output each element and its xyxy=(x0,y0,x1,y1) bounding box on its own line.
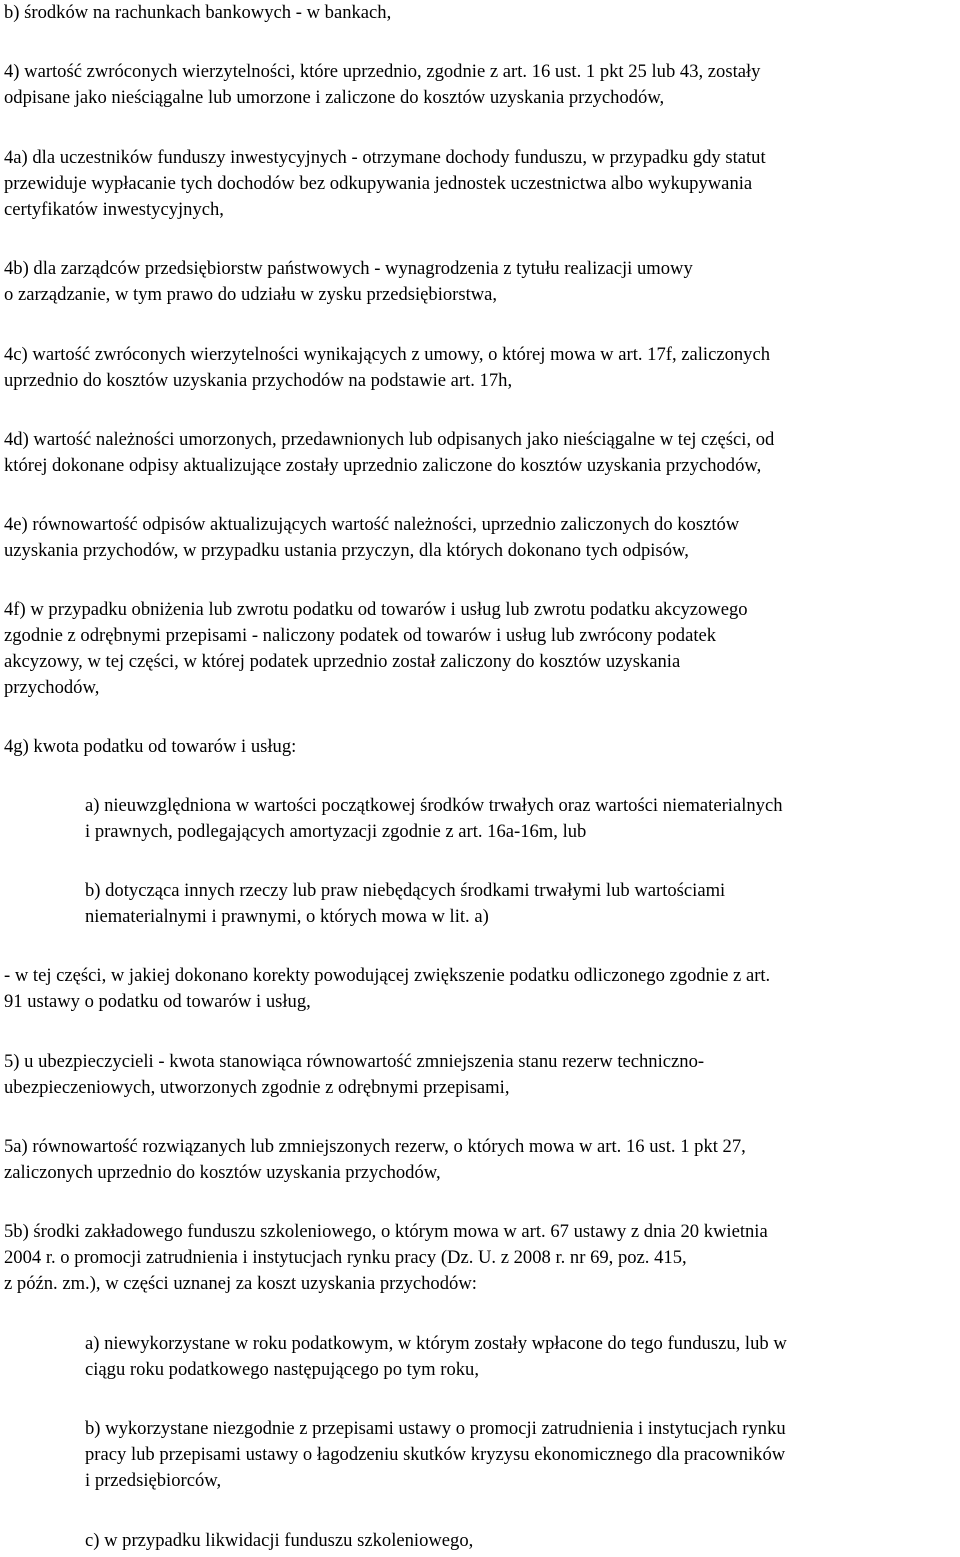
text-line: 2004 r. o promocji zatrudnienia i instytucjach rynku pracy (Dz. U. z 2008 r. nr 69, poz. 415, xyxy=(4,1247,687,1268)
text-line: b) wykorzystane niezgodnie z przepisami ustawy o promocji zatrudnienia i instytucjach rynku xyxy=(85,1418,786,1439)
text-line: 4a) dla uczestników funduszy inwestycyjnych - otrzymane dochody funduszu, w przypadku gdy statut xyxy=(4,147,766,168)
text-line: przewiduje wypłacanie tych dochodów bez odkupywania jednostek uczestnictwa albo wykupywania xyxy=(4,173,753,194)
paragraph-5b-b xyxy=(85,1416,956,1494)
paragraph-5 xyxy=(4,1049,956,1101)
paragraph-4b xyxy=(4,256,956,308)
text-line: 4e) równowartość odpisów aktualizujących wartość należności, uprzednio zaliczonych do kosztów xyxy=(4,514,740,535)
paragraph-4g xyxy=(4,734,956,760)
text-line: akcyzowy, w tej części, w której podatek uprzednio został zaliczony do kosztów uzyskania xyxy=(4,651,681,672)
text-line: uprzednio do kosztów uzyskania przychodów na podstawie art. 17h, xyxy=(4,370,513,391)
paragraph-5b-a xyxy=(85,1331,956,1383)
paragraph-4 xyxy=(4,59,956,111)
text-line: 5a) równowartość rozwiązanych lub zmniejszonych rezerw, o których mowa w art. 16 ust. 1 pkt 27, xyxy=(4,1136,746,1157)
paragraph-5b-c xyxy=(85,1528,956,1554)
text-line: 4c) wartość zwróconych wierzytelności wynikających z umowy, o której mowa w art. 17f, zaliczonych xyxy=(4,344,771,365)
paragraph-b-bank-funds xyxy=(4,0,956,26)
text-line: 91 ustawy o podatku od towarów i usług, xyxy=(4,991,311,1012)
text-line: z późn. zm.), w części uznanej za koszt uzyskania przychodów: xyxy=(4,1273,477,1294)
text-line: przychodów, xyxy=(4,677,100,698)
text-line: o zarządzanie, w tym prawo do udziału w zysku przedsiębiorstwa, xyxy=(4,284,498,305)
paragraph-4a xyxy=(4,145,956,223)
paragraph-4g-b xyxy=(85,878,956,930)
text-line: niematerialnymi i prawnymi, o których mowa w lit. a) xyxy=(85,906,489,927)
paragraph-5a xyxy=(4,1134,956,1186)
paragraph-4g-closing xyxy=(4,963,956,1015)
text-line: ciągu roku podatkowego następującego po tym roku, xyxy=(85,1359,479,1380)
text-line: zaliczonych uprzednio do kosztów uzyskania przychodów, xyxy=(4,1162,441,1183)
paragraph-4d xyxy=(4,427,956,479)
text-line: której dokonane odpisy aktualizujące zostały uprzednio zaliczone do kosztów uzyskania przychodów, xyxy=(4,455,762,476)
text-line: pracy lub przepisami ustawy o łagodzeniu skutków kryzysu ekonomicznego dla pracowników xyxy=(85,1444,786,1465)
text-line: uzyskania przychodów, w przypadku ustania przyczyn, dla których dokonano tych odpisów, xyxy=(4,540,689,561)
text-line: zgodnie z odrębnymi przepisami - naliczony podatek od towarów i usług lub zwrócony podatek xyxy=(4,625,717,646)
text-line: b) dotycząca innych rzeczy lub praw niebędących środkami trwałymi lub wartościami xyxy=(85,880,726,901)
text-line: certyfikatów inwestycyjnych, xyxy=(4,199,224,220)
paragraph-4f xyxy=(4,597,956,701)
text-line: - w tej części, w jakiej dokonano korekty powodującej zwiększenie podatku odliczonego zgodnie z art. xyxy=(4,965,771,986)
text-line: 4g) kwota podatku od towarów i usług: xyxy=(4,736,297,757)
text-line: odpisane jako nieściągalne lub umorzone i zaliczone do kosztów uzyskania przychodów, xyxy=(4,87,665,108)
paragraph-4g-a xyxy=(85,793,956,845)
text-line: i przedsiębiorców, xyxy=(85,1470,222,1491)
paragraph-5b xyxy=(4,1219,956,1297)
text-line: 4b) dla zarządców przedsiębiorstw państwowych - wynagrodzenia z tytułu realizacji umowy xyxy=(4,258,693,279)
text-line: 4d) wartość należności umorzonych, przedawnionych lub odpisanych jako nieściągalne w tej części, od xyxy=(4,429,775,450)
text-line: ubezpieczeniowych, utworzonych zgodnie z odrębnymi przepisami, xyxy=(4,1077,510,1098)
text-line: 5) u ubezpieczycieli - kwota stanowiąca równowartość zmniejszenia stanu rezerw techniczno- xyxy=(4,1051,705,1072)
paragraph-4e xyxy=(4,512,956,564)
text-line: i prawnych, podlegających amortyzacji zgodnie z art. 16a-16m, lub xyxy=(85,821,587,842)
paragraph-4c xyxy=(4,342,956,394)
text-line: 4) wartość zwróconych wierzytelności, które uprzednio, zgodnie z art. 16 ust. 1 pkt 25 lub 43, zostały xyxy=(4,61,761,82)
text-line: 5b) środki zakładowego funduszu szkoleniowego, o którym mowa w art. 67 ustawy z dnia 20 kwietnia xyxy=(4,1221,768,1242)
text-line: b) środków na rachunkach bankowych - w bankach, xyxy=(4,2,392,23)
text-line: a) nieuwzględniona w wartości początkowej środków trwałych oraz wartości niematerialnych xyxy=(85,795,783,816)
text-line: c) w przypadku likwidacji funduszu szkoleniowego, xyxy=(85,1530,474,1551)
text-line: 4f) w przypadku obniżenia lub zwrotu podatku od towarów i usług lub zwrotu podatku akcyzowego xyxy=(4,599,748,620)
text-line: a) niewykorzystane w roku podatkowym, w którym zostały wpłacone do tego funduszu, lub w xyxy=(85,1333,787,1354)
